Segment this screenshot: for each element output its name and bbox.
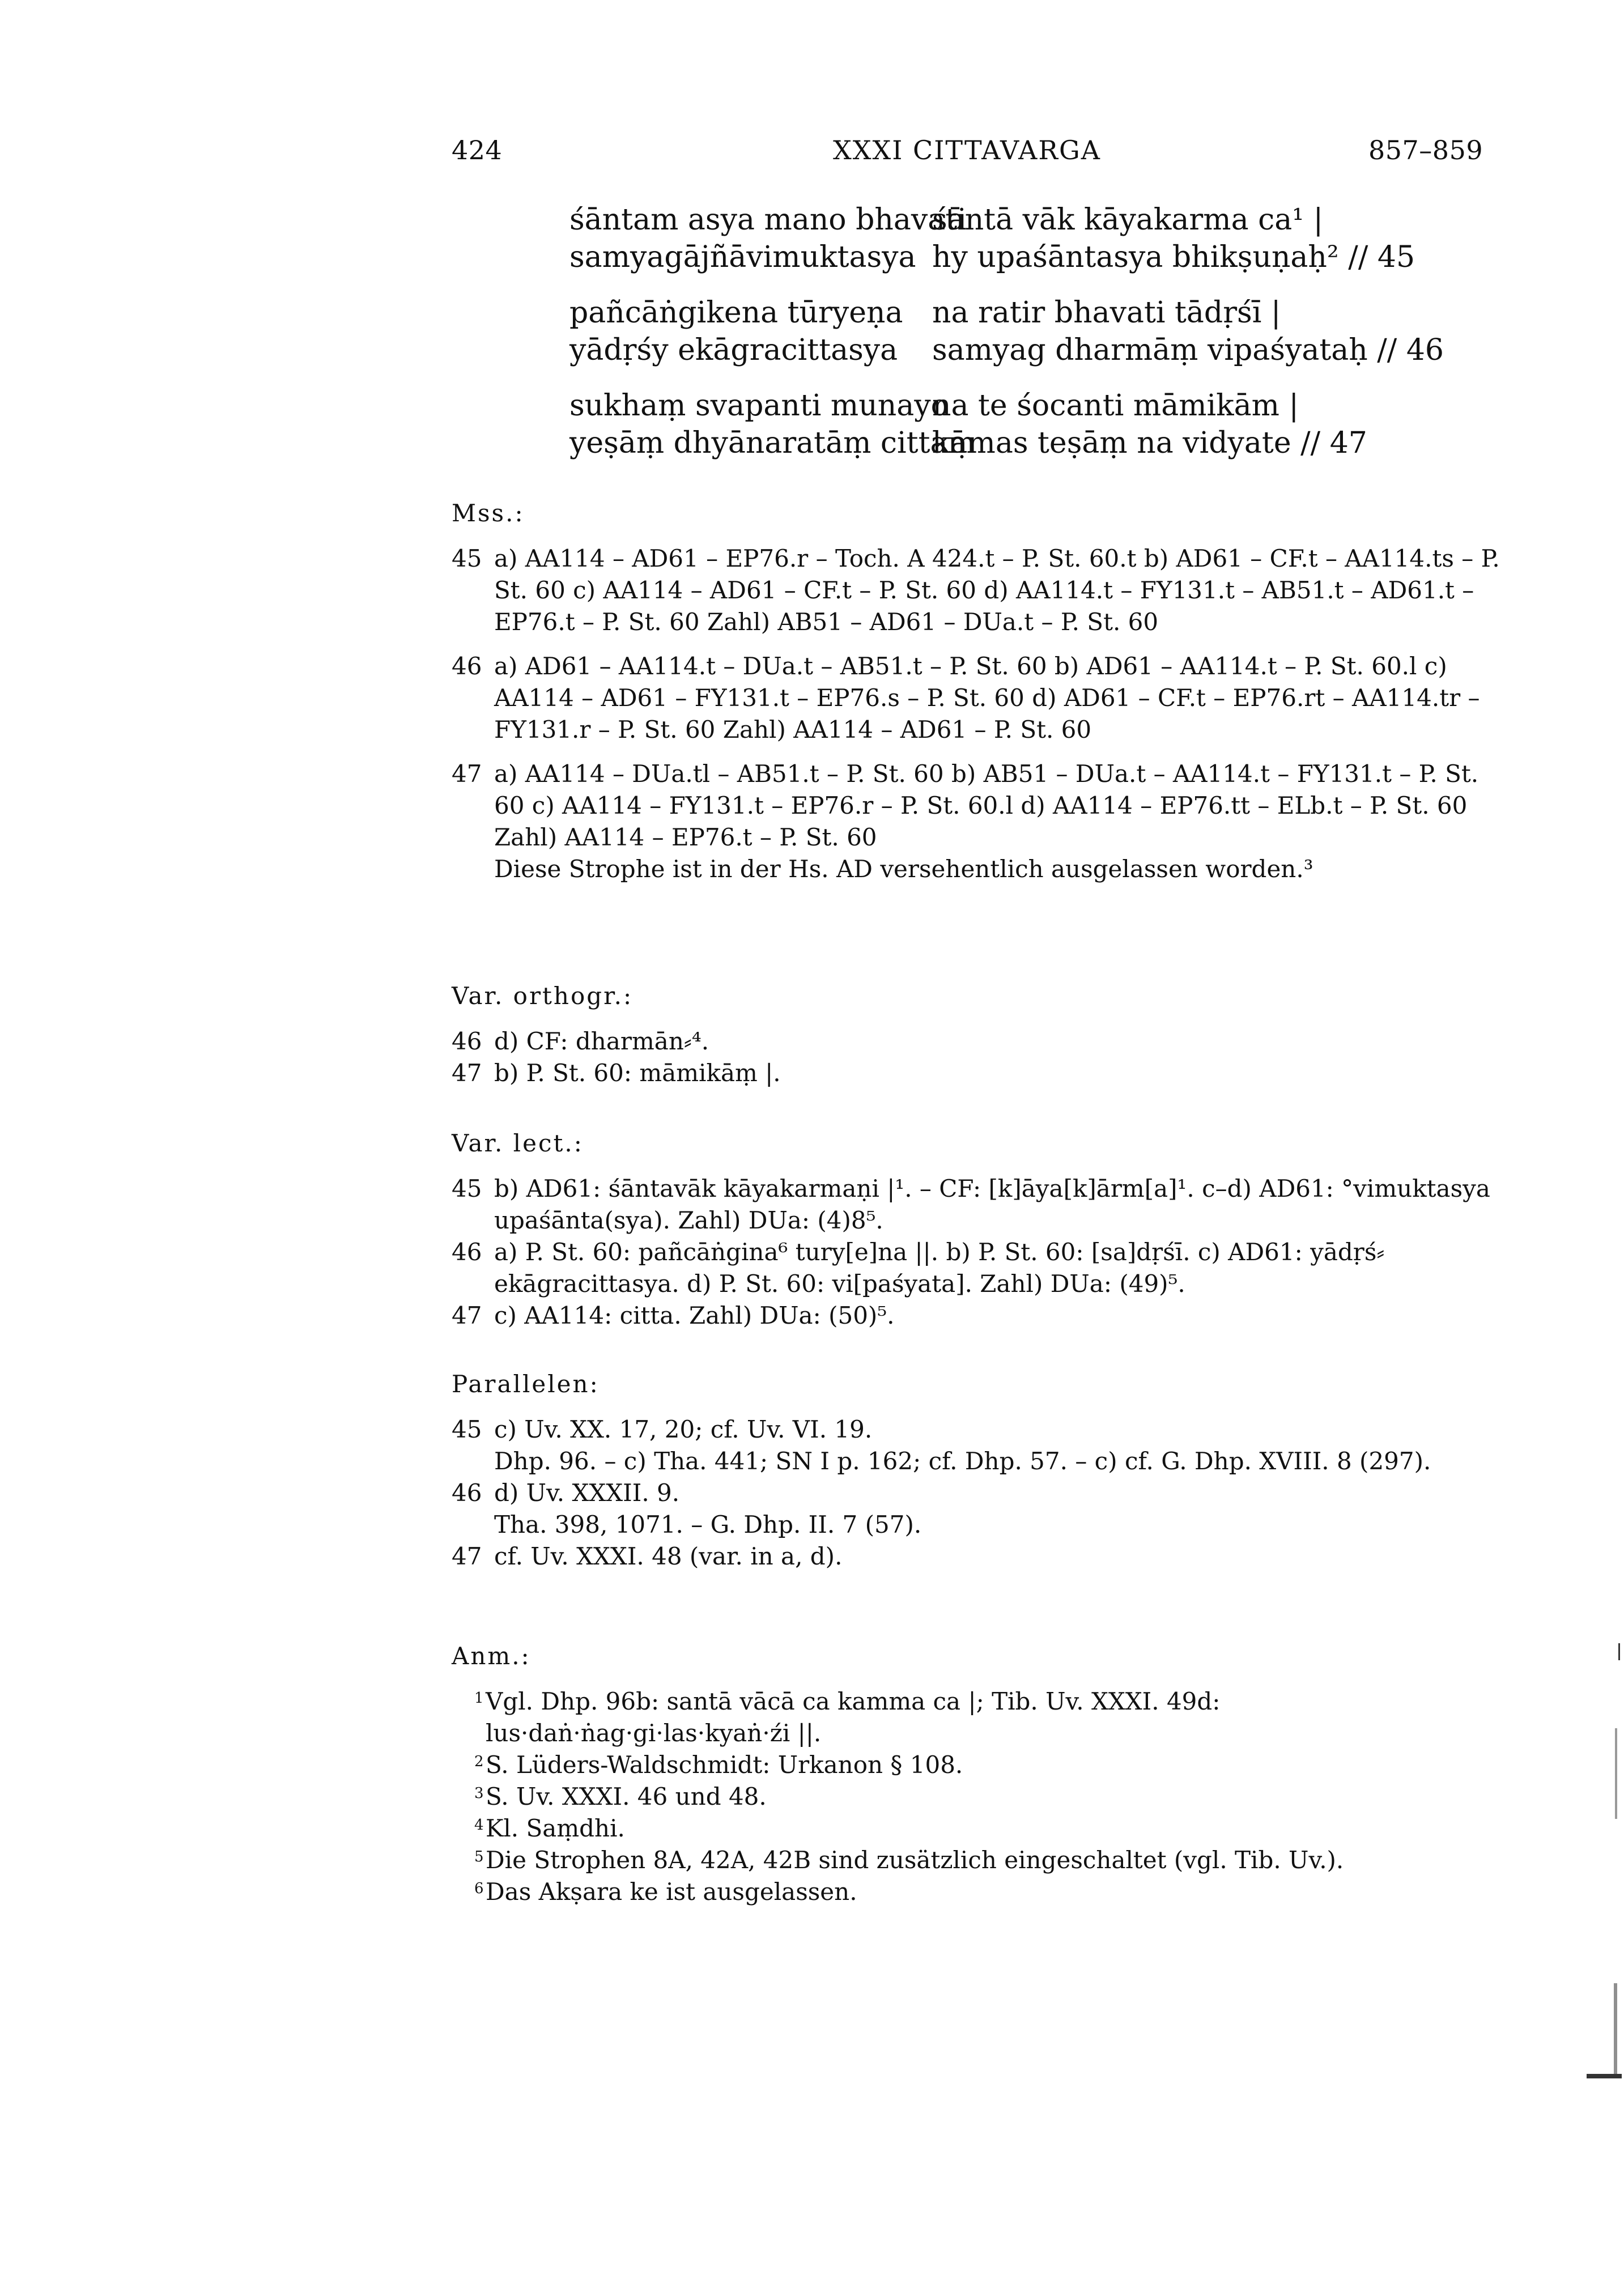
verse-pada-a: yeṣāṃ dhyānaratāṃ cittaṃ bbox=[569, 426, 976, 460]
footnote-mark: 5 bbox=[474, 1848, 484, 1865]
section-title: Anm.: bbox=[452, 1642, 531, 1670]
verse-line bbox=[569, 387, 1476, 424]
verse-number: 46 bbox=[452, 1027, 482, 1055]
verse-number: 47 bbox=[452, 1302, 482, 1329]
footnote-text: Das Akṣara ke ist ausgelassen. bbox=[486, 1878, 857, 1906]
anm-section bbox=[452, 1640, 1511, 1908]
verse-pada-a: samyagājñāvimuktasya bbox=[569, 240, 916, 274]
verse-line bbox=[569, 201, 1476, 239]
var-lect-entry-47 bbox=[452, 1300, 1511, 1332]
verse-pada-b: samyag dharmāṃ vipaśyataḥ // 46 bbox=[932, 333, 1444, 367]
verse-pada-b: kāmas teṣāṃ na vidyate // 47 bbox=[932, 426, 1367, 460]
entry-text: a) AA114 – AD61 – EP76.r – Toch. A 424.t – P. St. 60.t b) AD61 – CF.t – AA114.ts – P. St. 60 c) AA114 – AD61 – CF.t – P. St. 60 d) AA114.t – FY131.t – AB51.t – AD61.t – EP76.t – P. St. 60 Zahl) AB51 – AD61 – DUa.t – P. St. 60 bbox=[494, 545, 1500, 636]
section-title: Var. lect.: bbox=[452, 1129, 584, 1157]
verse-pada-a: śāntam asya mano bhavati bbox=[569, 203, 967, 237]
footnote-3 bbox=[452, 1781, 1511, 1813]
verse-number: 45 bbox=[452, 545, 482, 572]
footnote-2 bbox=[452, 1749, 1511, 1781]
section-title: Var. orthogr.: bbox=[452, 982, 634, 1010]
verse-number: 46 bbox=[452, 652, 482, 680]
verse-pada-b: na ratir bhavati tādṛśī | bbox=[932, 296, 1281, 330]
footnote-1 bbox=[452, 1686, 1511, 1749]
footnote-5 bbox=[452, 1844, 1511, 1876]
footnote-mark: 4 bbox=[474, 1817, 484, 1834]
section-title: Parallelen: bbox=[452, 1370, 600, 1398]
parallel-entry-46 bbox=[452, 1477, 1511, 1541]
verse-number: 47 bbox=[452, 1059, 482, 1087]
footnote-4 bbox=[452, 1813, 1511, 1844]
verse-pada-b: hy upaśāntasya bhikṣuṇaḥ² // 45 bbox=[932, 240, 1415, 274]
footnote-6 bbox=[452, 1876, 1511, 1908]
entry-text: b) AD61: śāntavāk kāyakarmaṇi |¹. – CF: [k]āya[k]ārm[a]¹. c–d) AD61: °vimuktasya upaśānta(sya). Zahl) DUa: (4)8⁵. bbox=[494, 1175, 1490, 1234]
verse-block bbox=[569, 201, 1476, 480]
stanza-46 bbox=[569, 294, 1476, 369]
entry-text: b) P. St. 60: māmikāṃ |. bbox=[494, 1059, 781, 1087]
verse-number: 46 bbox=[452, 1479, 482, 1507]
verse-pada-b: śāntā vāk kāyakarma ca¹ | bbox=[932, 203, 1324, 237]
verse-range: 857–859 bbox=[1368, 135, 1483, 165]
parallel-entry-45 bbox=[452, 1414, 1511, 1477]
verse-line bbox=[569, 239, 1476, 276]
verse-pada-b: na te śocanti māmikām | bbox=[932, 389, 1299, 423]
entry-line: Tha. 398, 1071. – G. Dhp. II. 7 (57). bbox=[494, 1511, 922, 1538]
verse-number: 47 bbox=[452, 1542, 482, 1570]
parallelen-section bbox=[452, 1368, 1511, 1572]
verse-line bbox=[569, 424, 1476, 462]
verse-pada-a: yādṛśy ekāgracittasya bbox=[569, 333, 898, 367]
scan-edge-mark bbox=[1615, 1728, 1617, 1819]
verse-number: 46 bbox=[452, 1238, 482, 1266]
entry-text: a) AD61 – AA114.t – DUa.t – AB51.t – P. St. 60 b) AD61 – AA114.t – P. St. 60.l c) AA114 – AD61 – FY131.t – EP76.s – P. St. 60 d) AD61 – CF.t – EP76.rt – AA114.tr – FY131.r – P. St. 60 Zahl) AA114 – AD61 – P. St. 60 bbox=[494, 652, 1480, 743]
mss-entry-45 bbox=[452, 543, 1511, 638]
stanza-45 bbox=[569, 201, 1476, 276]
verse-number: 45 bbox=[452, 1415, 482, 1443]
running-title: XXXI CITTAVARGA bbox=[833, 135, 1101, 165]
verse-number: 45 bbox=[452, 1175, 482, 1202]
footnote-text: Vgl. Dhp. 96b: santā vācā ca kamma ca |; Tib. Uv. XXXI. 49d: lus·daṅ·ṅag·gi·las·kyaṅ·źi ||. bbox=[486, 1687, 1221, 1747]
footnote-text: Die Strophen 8A, 42A, 42B sind zusätzlich eingeschaltet (vgl. Tib. Uv.). bbox=[486, 1846, 1344, 1874]
verse-number: 47 bbox=[452, 760, 482, 788]
section-title: Mss.: bbox=[452, 499, 525, 527]
footnote-mark: 1 bbox=[474, 1690, 484, 1707]
mss-entry-46 bbox=[452, 650, 1511, 746]
footnote-text: S. Uv. XXXI. 46 und 48. bbox=[486, 1783, 767, 1810]
entry-line: Dhp. 96. – c) Tha. 441; SN I p. 162; cf. Dhp. 57. – c) cf. G. Dhp. XVIII. 8 (297). bbox=[494, 1447, 1431, 1475]
entry-text: a) P. St. 60: pañcāṅgina⁶ tury[e]na ||. b) P. St. 60: [sa]dṛśī. c) AD61: yādṛś⸗ekāgracittasya. d) P. St. 60: vi[paśyata]. Zahl) DUa: (49)⁵. bbox=[494, 1238, 1385, 1298]
footnote-mark: 3 bbox=[474, 1785, 484, 1802]
var-lect-entry-45 bbox=[452, 1173, 1511, 1236]
verse-line bbox=[569, 331, 1476, 369]
scan-edge-mark bbox=[1587, 2074, 1622, 2078]
page-number: 424 bbox=[452, 135, 503, 165]
stanza-47 bbox=[569, 387, 1476, 462]
entry-line: cf. Uv. XXXI. 48 (var. in a, d). bbox=[494, 1542, 843, 1570]
var-lect-entry-46 bbox=[452, 1236, 1511, 1300]
scan-edge-mark bbox=[1618, 1643, 1620, 1660]
entry-line: d) Uv. XXXII. 9. bbox=[494, 1479, 680, 1507]
scan-edge-mark bbox=[1614, 1983, 1617, 2074]
footnote-text: Kl. Saṃdhi. bbox=[486, 1814, 625, 1842]
verse-line bbox=[569, 294, 1476, 331]
entry-line: c) Uv. XX. 17, 20; cf. Uv. VI. 19. bbox=[494, 1415, 873, 1443]
mss-remark: Diese Strophe ist in der Hs. AD versehentlich ausgelassen worden.³ bbox=[494, 855, 1313, 883]
parallel-entry-47 bbox=[452, 1541, 1511, 1572]
mss-entry-47 bbox=[452, 758, 1511, 853]
verse-pada-a: sukhaṃ svapanti munayo bbox=[569, 389, 949, 423]
var-orthogr-entry-46 bbox=[452, 1026, 1511, 1057]
verse-pada-a: pañcāṅgikena tūryeṇa bbox=[569, 296, 903, 330]
var-orthogr-section bbox=[452, 980, 1511, 1089]
entry-text: a) AA114 – DUa.tl – AB51.t – P. St. 60 b) AB51 – DUa.t – AA114.t – FY131.t – P. St. 60 c) AA114 – FY131.t – EP76.r – P. St. 60.l d) AA114 – EP76.tt – ELb.t – P. St. 60 Zahl) AA114 – EP76.t – P. St. 60 bbox=[494, 760, 1479, 851]
var-lect-section bbox=[452, 1128, 1511, 1332]
entry-text: d) CF: dharmān⸗⁴. bbox=[494, 1027, 709, 1055]
footnote-mark: 2 bbox=[474, 1753, 484, 1770]
entry-text: c) AA114: citta. Zahl) DUa: (50)⁵. bbox=[494, 1302, 895, 1329]
footnote-mark: 6 bbox=[474, 1880, 484, 1897]
mss-section bbox=[452, 498, 1511, 885]
var-orthogr-entry-47 bbox=[452, 1057, 1511, 1089]
footnote-text: S. Lüders-Waldschmidt: Urkanon § 108. bbox=[486, 1751, 963, 1779]
